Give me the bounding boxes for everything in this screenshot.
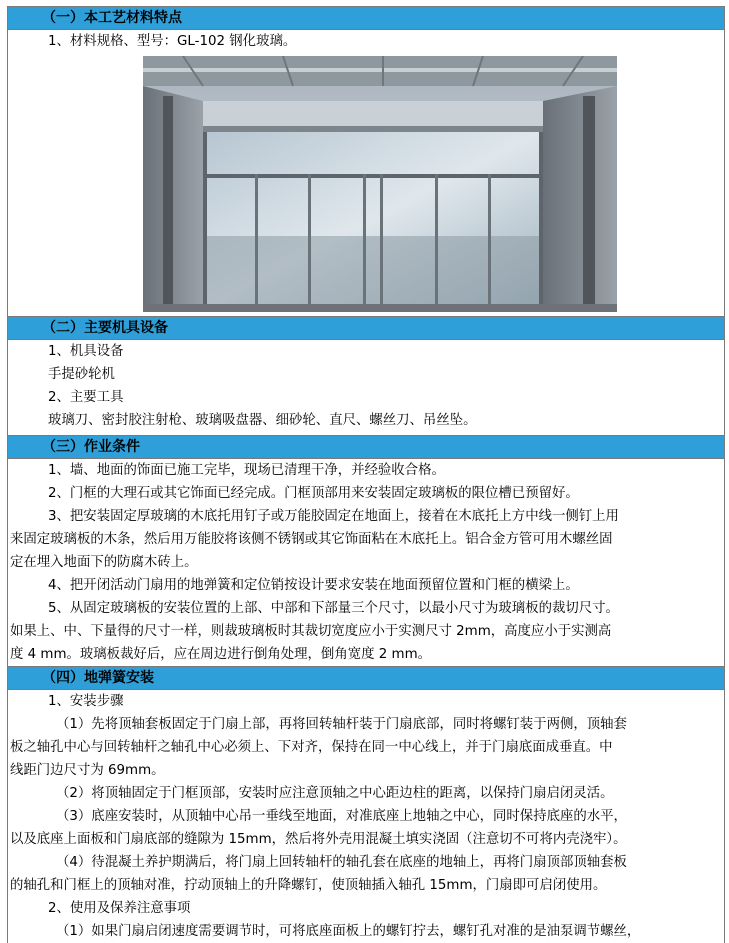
condition-line: 来固定玻璃板的木条，然后用万能胶将该侧不锈钢或其它饰面粘在木底托上。铝合金方管可用木螺丝固 [10,532,613,547]
install-line: 以及底座上面板和门扇底部的缝隙为 15mm，然后将外壳用混凝土填实浇固（注意切不可将内壳浇牢）。 [10,832,627,847]
equipment-line: 1、机具设备 [48,344,124,359]
document-table [7,6,725,943]
section-header-conditions: （三）作业条件 [8,435,724,459]
equipment-line: 玻璃刀、密封胶注射枪、玻璃吸盘器、细砂轮、直尺、螺丝刀、吊丝坠。 [48,413,477,428]
install-line: 线距门边尺寸为 69mm。 [10,763,165,778]
install-line: 的轴孔和门框上的顶轴对准，拧动顶轴上的升降螺钉，使顶轴插入轴孔 15mm，门扇即可启闭使用。 [10,878,607,893]
condition-line: 度 4 mm。玻璃板裁好后，应在周边进行倒角处理，倒角宽度 2 mm。 [10,647,432,662]
condition-line: 定在埋入地面下的防腐木砖上。 [10,555,198,570]
section-header-floor-spring: （四）地弹簧安装 [8,666,724,690]
install-line: 板之轴孔中心与回转轴杆之轴孔中心必须上、下对齐，保持在同一中心线上，并于门扇底面成垂直。中 [10,740,613,755]
material-spec-line: 1、材料规格、型号：GL-102 钢化玻璃。 [48,34,297,49]
install-line: （2）将顶轴固定于门框顶部，安装时应注意顶轴之中心距边柱的距离，以保持门扇启闭灵活。 [56,786,614,801]
condition-line: 如果上、中、下量得的尺寸一样，则裁玻璃板时其裁切宽度应小于实测尺寸 2mm，高度应小于实测高 [10,624,612,639]
install-line: （4）待混凝土养护期满后，将门扇上回转轴杆的轴孔套在底座的地轴上，再将门扇顶部顶轴套板 [56,855,627,870]
install-line: （1）如果门扇启闭速度需要调节时，可将底座面板上的螺钉拧去，螺钉孔对准的是油泵调节螺丝， [56,924,641,939]
condition-line: 1、墙、地面的饰面已施工完毕，现场已清理干净，并经验收合格。 [48,463,445,478]
equipment-line: 手提砂轮机 [48,367,115,382]
condition-line: 2、门框的大理石或其它饰面已经完成。门框顶部用来安装固定玻璃板的限位槽已预留好。 [48,486,579,501]
condition-line: 3、把安装固定厚玻璃的木底托用钉子或万能胶固定在地面上，接着在木底托上方中线一侧钉上用 [48,509,619,524]
equipment-line: 2、主要工具 [48,390,124,405]
section-header-materials: （一）本工艺材料特点 [8,6,724,30]
condition-line: 5、从固定玻璃板的安装位置的上部、中部和下部量三个尺寸，以最小尺寸为玻璃板的裁切尺寸。 [48,601,619,616]
install-line: （1）先将顶轴套板固定于门扇上部，再将回转轴杆装于门扇底部，同时将螺钉装于两侧，顶轴套 [56,717,627,732]
install-line: 2、使用及保养注意事项 [48,901,191,916]
condition-line: 4、把开闭活动门扇用的地弹簧和定位销按设计要求安装在地面预留位置和门框的横梁上。 [48,578,579,593]
section-header-equipment: （二）主要机具设备 [8,316,724,340]
glass-door-photo [143,56,617,312]
install-line: （3）底座安装时，从顶轴中心吊一垂线至地面，对准底座上地轴之中心，同时保持底座的水平， [56,809,627,824]
install-line: 1、安装步骤 [48,694,124,709]
glass-door-image-icon [143,56,617,312]
